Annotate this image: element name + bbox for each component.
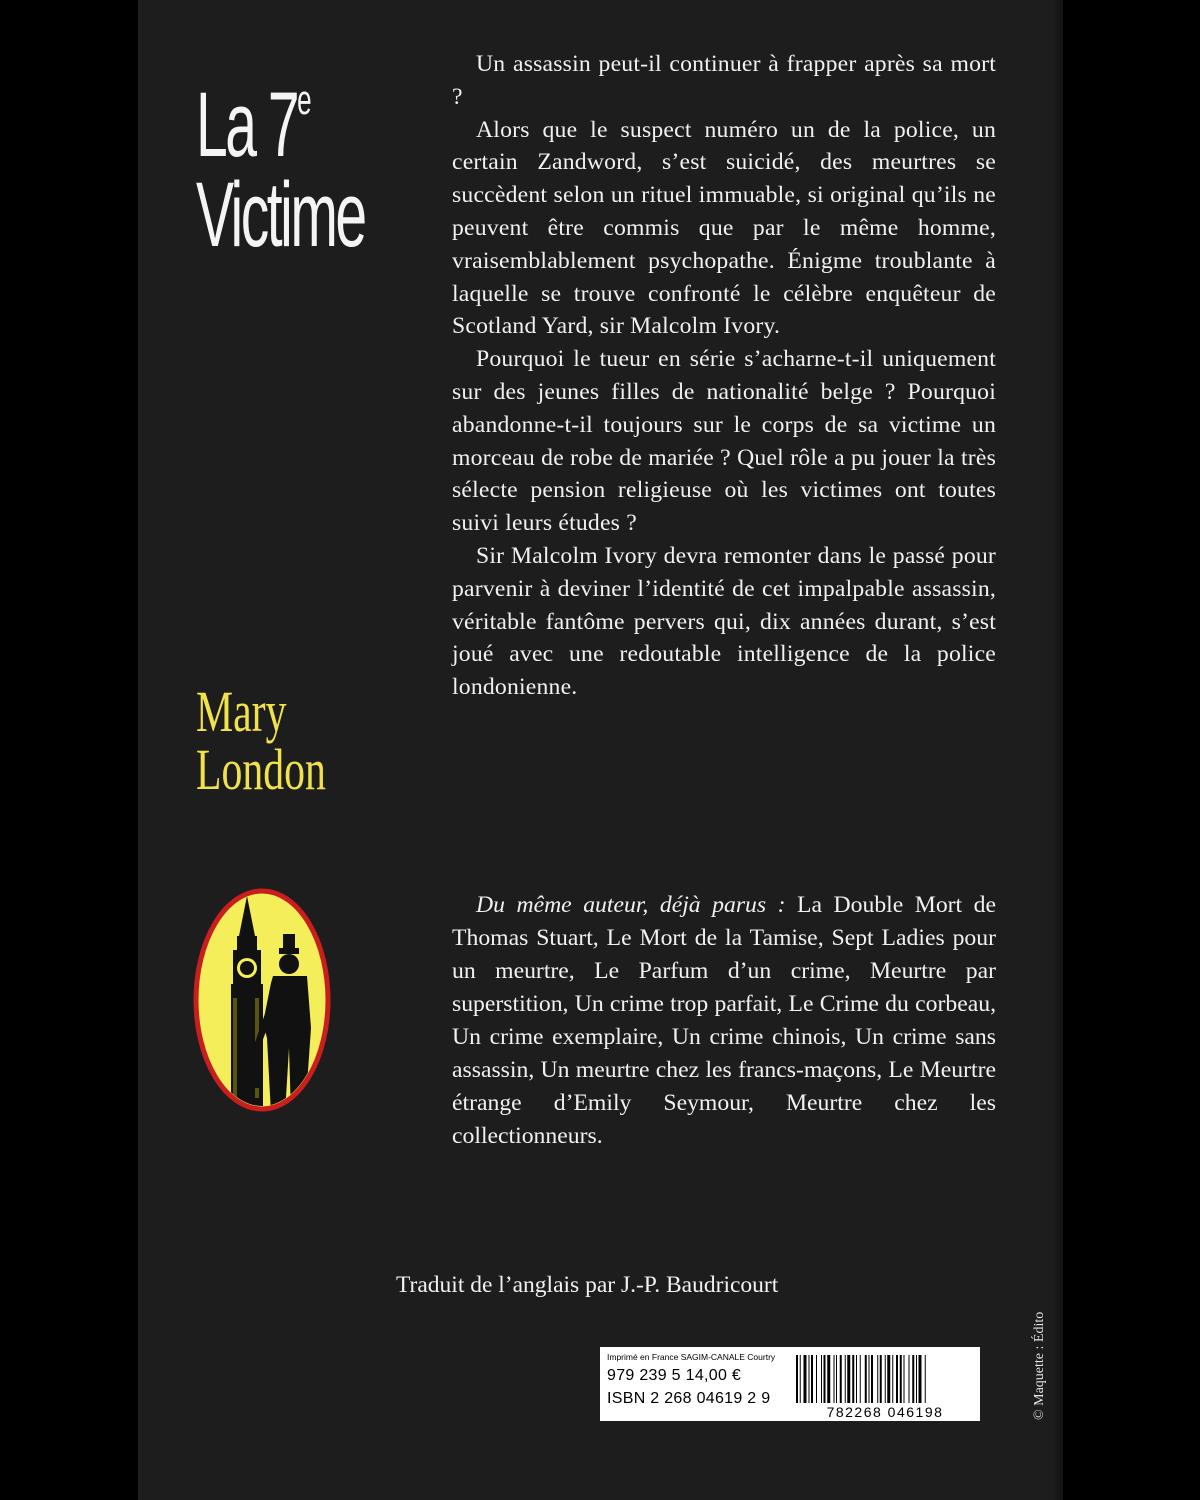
also-by-titles: La Double Mort de Thomas Stuart, Le Mort de la Tamise, Sept Ladies pour un meurtre, Le Parfum d’un crime, Meurtre par superstition, Un crime trop parfait, Le Crime du corbeau, Un crime exemplaire, Un crime chinois, Un crime sans assassin, Un meurtre chez les francs-maçons, Le Meurtre étrange d’Emily Seymour, Meurtre chez les collectionneurs. bbox=[452, 892, 997, 1149]
design-credit: © Maquette : Édito bbox=[1032, 1311, 1047, 1420]
price-line bbox=[607, 1367, 741, 1385]
barcode bbox=[796, 1355, 974, 1403]
big-ben-detective-emblem bbox=[193, 888, 331, 1113]
blurb-paragraph: Un assassin peut-il continuer à frapper après sa mort ? bbox=[452, 51, 996, 110]
blurb bbox=[452, 48, 996, 704]
also-by-label: Du même auteur, déjà parus : bbox=[476, 892, 786, 918]
price: 14,00 € bbox=[685, 1367, 742, 1384]
cover-edge bbox=[1052, 0, 1063, 1500]
author-name bbox=[196, 679, 340, 802]
blurb-paragraph: Alors que le suspect numéro un de la police, un certain Zandword, s’est suicidé, des meurtres se succèdent selon un rituel immuable, si original qu’ils ne peuvent être commis que par le même homme, vraisemblablement psychopathe. Énigme troublante à laquelle se trouve confronté le célèbre enquêteur de Scotland Yard, sir Malcolm Ivory. bbox=[452, 116, 996, 340]
title-line-2: Victime bbox=[196, 164, 365, 266]
book-title bbox=[196, 55, 365, 266]
author-last-name: London bbox=[196, 737, 326, 802]
printer-info: Imprimé en France SAGIM-CANALE Courtry bbox=[607, 1352, 776, 1362]
translator-credit: Traduit de l’anglais par J.-P. Baudricourt bbox=[396, 1272, 779, 1298]
isbn: ISBN 2 268 04619 2 9 bbox=[607, 1390, 771, 1407]
title-line-1: La 7e bbox=[196, 74, 310, 176]
product-code: 979 239 5 bbox=[607, 1367, 681, 1384]
barcode-digits: 782268 046198 bbox=[826, 1404, 944, 1420]
author-first-name: Mary bbox=[196, 679, 287, 744]
barcode-label bbox=[600, 1347, 980, 1421]
blurb-paragraph: Pourquoi le tueur en série s’acharne-t-il uniquement sur des jeunes filles de nationalité belge ? Pourquoi abandonne-t-il toujours sur le corps de sa victime un morceau de robe de mariée ? Quel rôle a pu jouer la très sélecte pension religieuse où les victimes ont toutes suivi leurs études ? bbox=[452, 346, 996, 537]
also-by-author bbox=[452, 889, 996, 1153]
blurb-paragraph: Sir Malcolm Ivory devra remonter dans le passé pour parvenir à deviner l’identité de cet impalpable assassin, véritable fantôme pervers qui, dix années durant, s’est joué avec une redoutable intelligence de la police londonienne. bbox=[452, 542, 996, 701]
